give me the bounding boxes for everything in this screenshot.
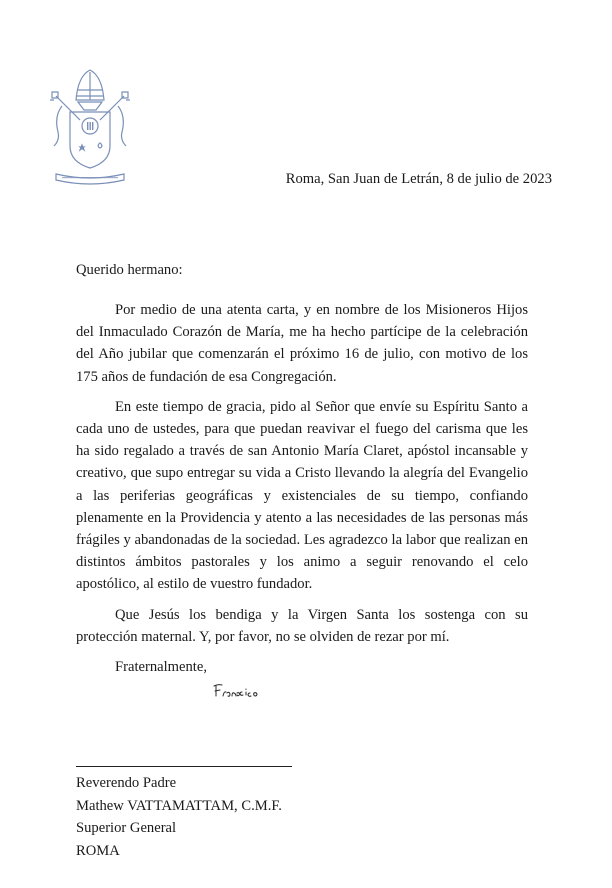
- divider-line: [76, 766, 292, 767]
- recipient-line-2: Mathew VATTAMATTAM, C.M.F.: [76, 797, 282, 814]
- recipient-line-4: ROMA: [76, 842, 120, 859]
- handwritten-signature: [212, 680, 278, 704]
- recipient-block: [76, 772, 282, 862]
- paragraph-1: Por medio de una atenta carta, y en nombre de los Misioneros Hijos del Inmaculado Corazón de María, me ha hecho partícipe de la celebración del Año jubilar que comenzarán el próximo 16 de julio, con motivo de los 175 años de fundación de esa Congregación.: [76, 302, 528, 385]
- recipient-line-3: Superior General: [76, 820, 177, 837]
- salutation: Querido hermano:: [76, 262, 183, 278]
- paragraph-3: Que Jesús los bendiga y la Virgen Santa los sostenga con su protección maternal. Y, por favor, no se olviden de rezar por mí.: [76, 606, 528, 645]
- closing: Fraternalmente,: [115, 659, 207, 675]
- paragraph-2: En este tiempo de gracia, pido al Señor que envíe su Espíritu Santo a cada uno de ustedes, para que puedan reavivar el fuego del carisma que les ha sido regalado a través de san Antonio María Claret, apóstol incansable y creativo, que supo entregar su vida a Cristo llevando la alegría del Evangelio a las periferias geográficas y existenciales de su tiempo, confiando plenamente en la Providencia y atento a las necesidades de las personas más frágiles y abandonadas de la sociedad. Les agradezco la labor que realizan en distintos ámbitos pastorales y los animo a seguir renovando el celo apostólico, al estilo de vuestro fundador.: [76, 398, 528, 593]
- recipient-line-1: Reverendo Padre: [76, 775, 177, 791]
- letter-body: [76, 299, 528, 656]
- place-and-date: Roma, San Juan de Letrán, 8 de julio de 2023: [285, 171, 552, 187]
- papal-coat-of-arms-icon: [42, 66, 138, 192]
